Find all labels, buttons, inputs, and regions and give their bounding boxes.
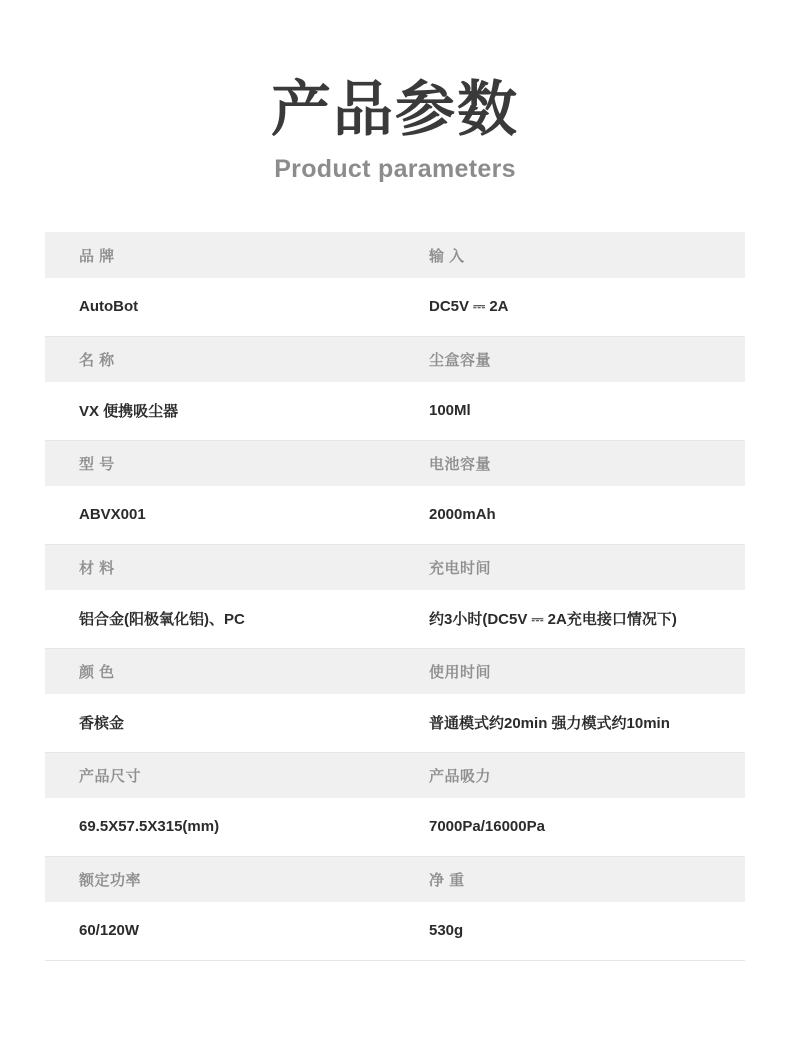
spec-label-right: 尘盒容量 <box>395 336 745 382</box>
spec-label-right: 产品吸力 <box>395 752 745 798</box>
table-row <box>45 590 745 648</box>
page-subtitle: Product parameters <box>274 155 516 183</box>
spec-label-left: 产品尺寸 <box>45 752 395 798</box>
table-row <box>45 694 745 752</box>
specs-table-body <box>45 232 745 960</box>
table-row <box>45 544 745 590</box>
table-row <box>45 902 745 960</box>
spec-value-right: 7000Pa/16000Pa <box>395 798 745 856</box>
specs-table <box>45 232 745 961</box>
spec-label-right: 输 入 <box>395 232 745 278</box>
spec-label-right: 净 重 <box>395 856 745 902</box>
spec-value-left: 铝合金(阳极氧化铝)、PC <box>45 590 395 648</box>
table-row <box>45 382 745 440</box>
spec-value-right: 2000mAh <box>395 486 745 544</box>
table-row <box>45 798 745 856</box>
spec-value-right: 530g <box>395 902 745 960</box>
spec-label-left: 材 料 <box>45 544 395 590</box>
table-row <box>45 440 745 486</box>
spec-label-left: 名 称 <box>45 336 395 382</box>
spec-label-right: 充电时间 <box>395 544 745 590</box>
table-row <box>45 232 745 278</box>
spec-label-right: 电池容量 <box>395 440 745 486</box>
spec-value-left: 69.5X57.5X315(mm) <box>45 798 395 856</box>
spec-value-right: 约3小时(DC5V ⎓ 2A充电接口情况下) <box>395 590 745 648</box>
spec-label-left: 额定功率 <box>45 856 395 902</box>
spec-value-right: 100Ml <box>395 382 745 440</box>
spec-label-left: 颜 色 <box>45 648 395 694</box>
spec-label-right: 使用时间 <box>395 648 745 694</box>
spec-label-left: 型 号 <box>45 440 395 486</box>
table-row <box>45 856 745 902</box>
table-row <box>45 648 745 694</box>
page-header <box>0 0 790 184</box>
spec-value-right: 普通模式约20min 强力模式约10min <box>395 694 745 752</box>
table-row <box>45 486 745 544</box>
spec-value-left: VX 便携吸尘器 <box>45 382 395 440</box>
spec-value-left: 60/120W <box>45 902 395 960</box>
spec-label-left: 品 牌 <box>45 232 395 278</box>
table-row <box>45 752 745 798</box>
spec-value-left: ABVX001 <box>45 486 395 544</box>
page-title: 产品参数 <box>271 76 519 143</box>
table-row <box>45 336 745 382</box>
spec-value-left: AutoBot <box>45 278 395 336</box>
table-row <box>45 278 745 336</box>
spec-value-left: 香槟金 <box>45 694 395 752</box>
spec-value-right: DC5V ⎓ 2A <box>395 278 745 336</box>
